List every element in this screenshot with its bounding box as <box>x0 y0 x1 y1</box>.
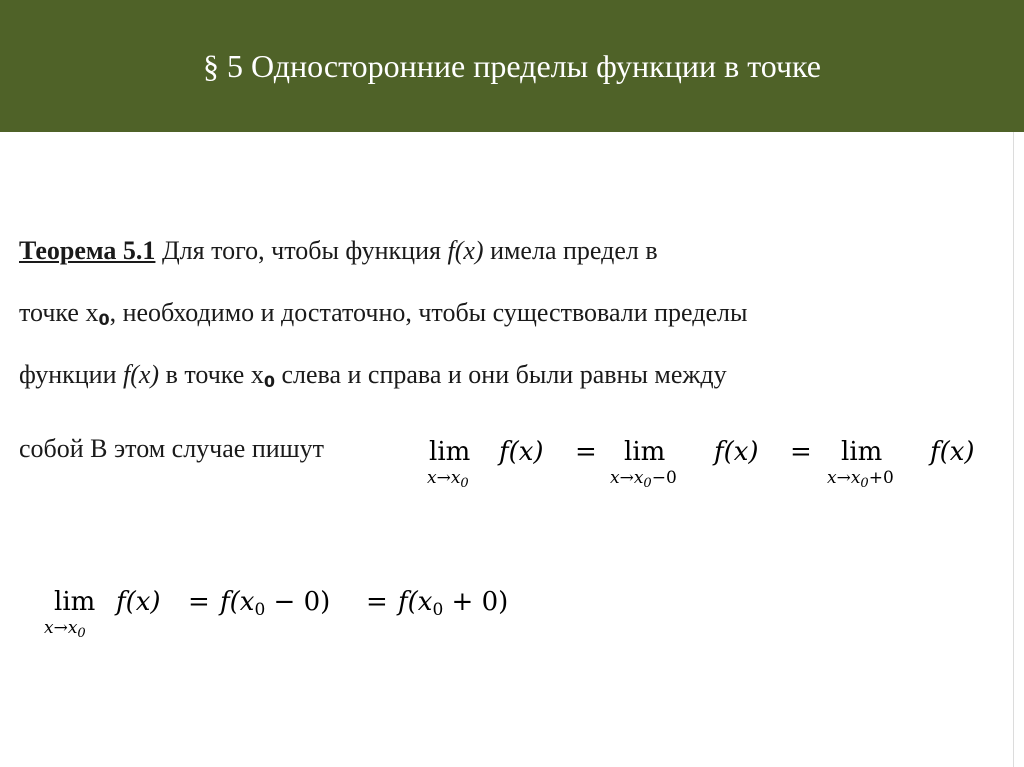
fx-main: f(x) <box>116 587 161 617</box>
fx-2: f(x) <box>714 437 759 467</box>
lim-3-sub: $x\to x_0+0$ <box>827 468 894 491</box>
theorem-text-4: собой В этом случае пишут <box>19 434 325 463</box>
slide-title: § 5 Односторонние пределы функции в точке <box>203 48 821 84</box>
theorem-line-2 <box>19 296 747 337</box>
limit-formula-2 <box>44 582 564 642</box>
subscript-zero: 0 <box>98 310 110 329</box>
theorem-text-1b: имела предел в <box>483 236 658 265</box>
lim-main: lim <box>54 587 96 617</box>
lim-main-sub: $x\to x_0$ <box>44 618 86 641</box>
theorem-text-2b: , необходимо и достаточно, чтобы существовали пределы <box>109 298 748 327</box>
eq-a: = <box>188 587 210 617</box>
lim-1-sub: $x\to x_0$ <box>427 468 469 491</box>
function-fx: f(x) <box>447 236 484 265</box>
fx-1: f(x) <box>499 437 544 467</box>
eq-1: = <box>575 437 597 467</box>
eq-2: = <box>790 437 812 467</box>
lim-3: lim <box>841 437 883 467</box>
theorem-line-3 <box>19 358 727 399</box>
theorem-label: Теорема 5.1 <box>19 236 156 265</box>
theorem-text-1: Для того, чтобы функция <box>155 236 448 265</box>
lim-2: lim <box>624 437 666 467</box>
right-limit: f(x0 + 0) <box>398 587 509 620</box>
theorem-line-1 <box>19 234 658 268</box>
limit-formula-1 <box>427 432 1002 492</box>
slide-edge-line <box>1013 132 1014 767</box>
theorem-text-3a: функции <box>19 360 123 389</box>
fx-3: f(x) <box>930 437 975 467</box>
function-fx: f(x) <box>123 360 160 389</box>
lim-2-sub: $x\to x_0-0$ <box>610 468 677 491</box>
eq-b: = <box>366 587 388 617</box>
theorem-line-4 <box>19 432 324 466</box>
lim-1: lim <box>429 437 471 467</box>
subscript-zero: 0 <box>263 372 275 391</box>
theorem-text-3c: слева и справа и они были равны между <box>274 360 727 389</box>
theorem-text-2a: точке x <box>19 298 99 327</box>
left-limit: f(x0 − 0) <box>220 587 331 620</box>
title-bar <box>0 0 1024 132</box>
theorem-text-3b: в точке x <box>159 360 264 389</box>
